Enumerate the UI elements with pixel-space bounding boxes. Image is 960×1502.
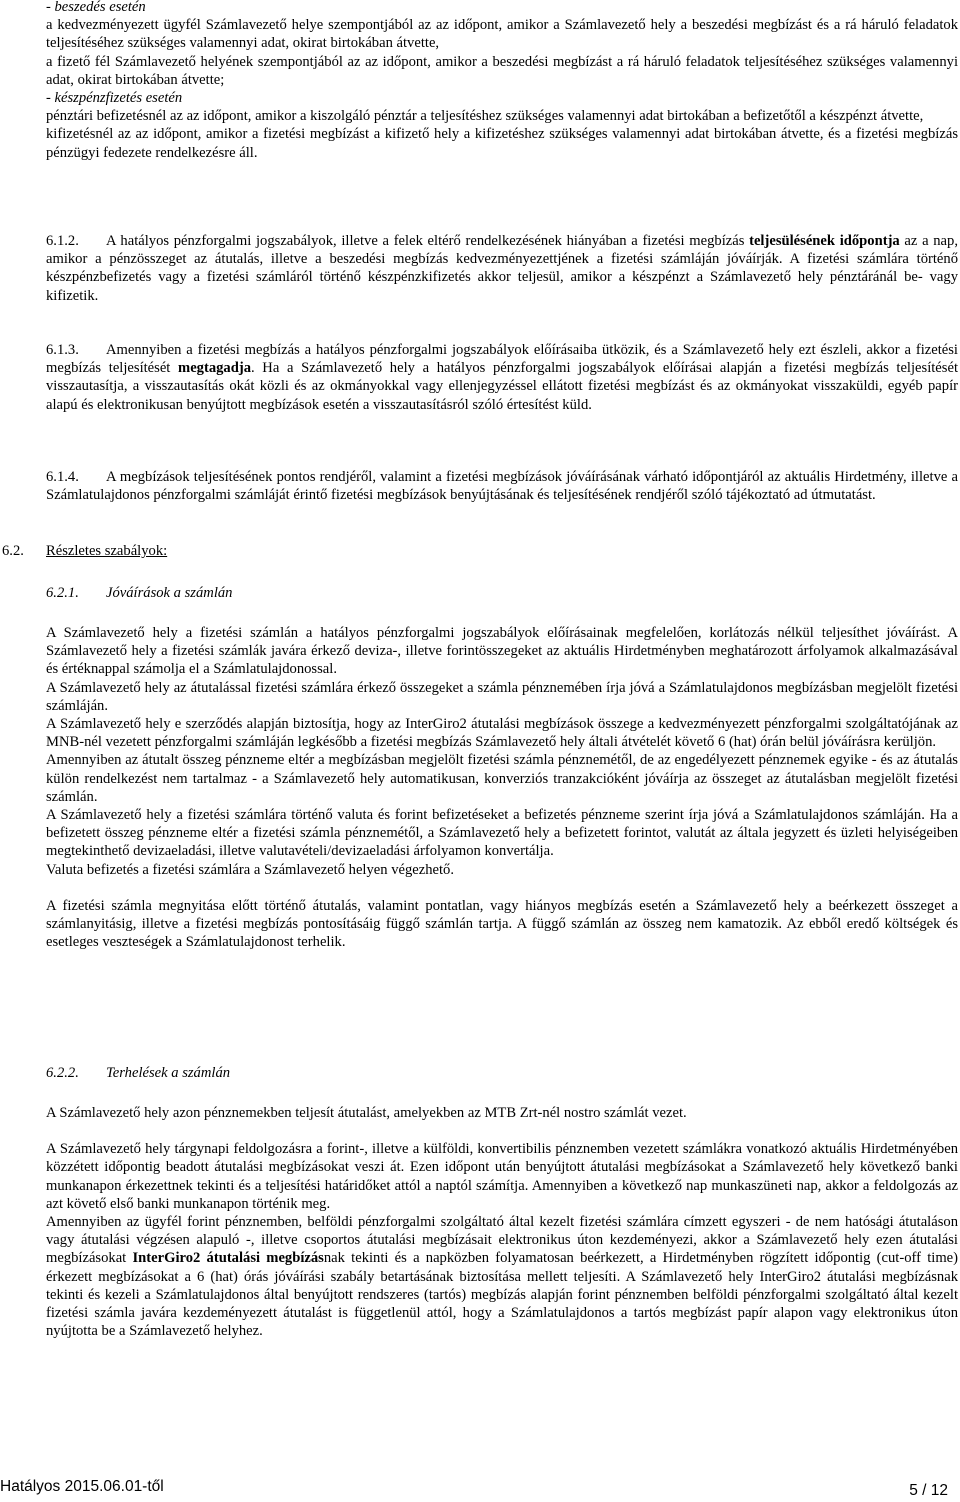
section-heading <box>46 584 446 602</box>
text-run: Amennyiben a fizetési megbízás a hatályos pénzforgalmi jogszabályok előírásaiba ütközik, és a Számlavezető hely ezt észleli, akkor a fizetési megbízás teljesítését <box>46 342 958 377</box>
section-settlement-times <box>46 0 958 162</box>
paragraph: A Számlavezető hely a fizetési számlára történő valuta és forint befizetéseket a befizetés pénzneme szerint írja jóvá a Számlatulajdonos számláján. Ha a befizetett összeg pénzneme eltér a fizetési számla pénznemétől, a Számlavezető hely a befizetett forintot, valutát az általa jegyzett és üzleti helyiségeiben megtekinthető devizaeladási, illetve valutavételi/devizaeladási árfolyamon konvertálja. <box>46 807 958 860</box>
paragraph <box>46 232 958 305</box>
bold-term: megtagadja <box>178 360 251 377</box>
section-number: 6.2.1. <box>46 585 79 601</box>
paragraph: kifizetésnél az az időpont, amikor a fizetési megbízást a kifizető hely a kifizetéshez szükséges valamennyi adat birtokában átvette, és a fizetési megbízás pénzügyi fedezete rendelkezésre áll. <box>46 126 958 161</box>
section-title: Terhelések a számlán <box>106 1065 231 1081</box>
heading-collection: - beszedés esetén <box>46 0 146 15</box>
section-6-2-1-body <box>46 624 958 951</box>
paragraph: A Számlavezető hely tárgynapi feldolgozásra a forint-, illetve a külföldi, konvertibilis pénznemben vezetett számlákra vonatkozó aktuális Hirdetményében közzétett időpontig beadott átutalási megbízásokat veszi át. Ezen időpont után benyújtott átutalási megbízásokat a Számlavezető hely következő banki munkanapon érkezettnek tekinti és a teljesítési határidőket attól a naptól számítja. Amennyiben a következő nap munkaszüneti nap, akkor a feldolgozás az azt követő első banki munkanapon történik meg. <box>46 1141 958 1212</box>
paragraph: A Számlavezető hely az átutalással fizetési számlára érkező összegeket a számla pénznemében írja jóvá a Számlatulajdonos megbízásban megjelölt fizetési számláján. <box>46 679 958 714</box>
section-6-1-4 <box>46 468 958 504</box>
paragraph: A Számlavezető hely azon pénznemekben teljesít átutalást, amelyekben az MTB Zrt-nél nostro számlát vezet. <box>46 1105 687 1121</box>
section-6-2-2-body <box>46 1104 958 1340</box>
paragraph <box>46 468 958 504</box>
page-number: 5 / 12 <box>909 1482 948 1499</box>
section-number: 6.2.2. <box>46 1065 79 1081</box>
paragraph: A Számlavezető hely a fizetési számlán a hatályos pénzforgalmi jogszabályok előírásainak megfelelően, korlátozás nélkül teljesíthet jóváírást. A Számlavezető hely a fizetési számlák javára érkező deviza-, illetve forintösszegeket az aktuális Hirdetményben meghatározott árfolyamok alkalmazásával és értéknappal számolja el a Számlatulajdonossal. <box>46 625 958 678</box>
section-6-2-heading <box>2 542 402 560</box>
section-number: 6.1.2. <box>46 233 79 249</box>
text-run: Amennyiben az ügyfél forint pénznemben, belföldi pénzforgalmi szolgáltató által kezelt fizetési számlára címzett egyszeri - de nem hatósági átutaláson vagy átutalási végzésen alapuló -, illetve csoportos átutalási megbízásait elektronikus úton kezdeményezi, akkor a Számlavezető hely ezen átutalási megbízásokat <box>46 1214 958 1267</box>
footer-effective-date: Hatályos 2015.06.01-től <box>0 1478 164 1495</box>
paragraph: A Számlavezető hely e szerződés alapján biztosítja, hogy az InterGiro2 átutalási megbízások összege a kedvezményezett pénzforgalmi szolgáltatójának az MNB-nél vezetett pénzforgalmi számláján legkésőbb a fizetési megbízás Számlavezető hely általi átvételét követő 6 (hat) órán belül jóváírásra kerüljön. <box>46 716 958 751</box>
paragraph: pénztári befizetésnél az az időpont, amikor a kiszolgáló pénztár a teljesítéshez szükséges valamennyi adat birtokában a befizetőtől a készpénzt átvette, <box>46 108 924 125</box>
section-number: 6.1.3. <box>46 342 79 358</box>
text-run: . Ha a Számlavezető hely a hatályos pénzforgalmi jogszabályok előírásai alapján a fizetési megbízás teljesítését visszautasítja, a visszautasítás okát közli és az okmányokkal vagy ellenjegyzéssel ellátott fizetési megbízást és az okmányokat visszaküldi, egyéb papír alapú és elektronikusan benyújtott megbízások esetén a visszautasításról szóló értesítést küld. <box>46 360 959 413</box>
heading-cash-payment: - készpénzfizetés esetén <box>46 90 183 107</box>
paragraph: a kedvezményezett ügyfél Számlavezető helye szempontjából az az időpont, amikor a Számlavezető hely a beszedési megbízást és a rá háruló feladatok teljesítéséhez szükséges valamennyi adat, okirat birtokában átvette, <box>46 17 958 52</box>
section-title: Részletes szabályok: <box>46 543 168 559</box>
section-6-1-2 <box>46 232 958 305</box>
section-number: 6.2. <box>2 543 24 559</box>
paragraph: Valuta befizetés a fizetési számlára a Számlavezető helyen végezhető. <box>46 861 455 878</box>
text-run: A hatályos pénzforgalmi jogszabályok, illetve a felek eltérő rendelkezésének hiányában a fizetési megbízás <box>106 233 750 249</box>
section-6-2-1-heading <box>46 584 446 602</box>
paragraph <box>46 341 958 414</box>
text-run: nak tekinti és a napközben folyamatosan beérkezett, a Hirdetményben rögzített időpontig (cut-off time) érkezett megbízásokat a 6 (hat) órás jóváírási szabály betartásának biztosítása mellett teljesíti. A Számlavezető hely InterGiro2 átutalási megbízásnak tekinti és kezeli a Számlatulajdonos által benyújtott rendszeres (tartós) megbízás alapján forint pénznemben belföldi pénzforgalmi szolgáltató által kezelt fizetési számla javára kezdeményezett átutalást is függetlenül attól, hogy a Számlatulajdonos a tartós megbízást papír alapon vagy elektronikus úton nyújtotta be a Számlavezető helyhez. <box>46 1250 959 1340</box>
section-6-1-3 <box>46 341 958 414</box>
section-heading <box>2 542 402 560</box>
text-run: az a nap, amikor a pénzösszeget az átutalás, illetve a beszedési megbízás kedvezményezettjének a fizetési számláján jóváírják. A fizetési számlára történő készpénzbefizetés vagy a fizetési számláról történő készpénzkifizetés akkor teljesül, amikor a készpénzt a Számlavezető hely pénztáránál be- vagy kifizetik. <box>46 233 958 304</box>
text-run: A megbízások teljesítésének pontos rendjéről, valamint a fizetési megbízások jóváírásának várható időpontjáról az aktuális Hirdetmény, illetve a Számlatulajdonos pénzforgalmi számláját érintő fizetési megbízások benyújtásának és teljesítésének rendjéről szóló tájékoztató ad útmutatást. <box>46 469 958 504</box>
bold-term: teljesülésének időpontja <box>749 233 900 249</box>
paragraph: a fizető fél Számlavezető helyének szempontjából az az időpont, amikor a beszedési megbízást a rá háruló feladatok teljesítéséhez szükséges valamennyi adat, okirat birtokában átvette; <box>46 53 958 88</box>
section-6-2-2-heading <box>46 1064 446 1082</box>
paragraph: A fizetési számla megnyitása előtt történő átutalás, valamint pontatlan, vagy hiányos megbízás esetén a Számlavezető hely a beérkezett összeget a számlanyitásig, illetve a fizetési megbízás pontosításáig függő számlán tartja. A függő számlán az összeg nem kamatozik. Az ebből eredő költségek és esetleges veszteségek a Számlatulajdonost terhelik. <box>46 897 958 951</box>
section-heading <box>46 1064 446 1082</box>
section-number: 6.1.4. <box>46 469 79 485</box>
paragraph: Amennyiben az átutalt összeg pénzneme eltér a megbízásban megjelölt fizetési számla pénznemétől, de az engedélyezett pénznemek egyike - és az átutalás külön rendelkezést nem tartalmaz - a Számlavezető hely automatikusan, konverziós tranzakcióként jóváírja az összeget az átutalásban megjelölt fizetési számlán. <box>46 752 958 805</box>
bold-term: InterGiro2 átutalási megbízás <box>132 1250 324 1267</box>
paragraph <box>46 1213 958 1340</box>
section-title: Jóváírások a számlán <box>106 585 233 601</box>
